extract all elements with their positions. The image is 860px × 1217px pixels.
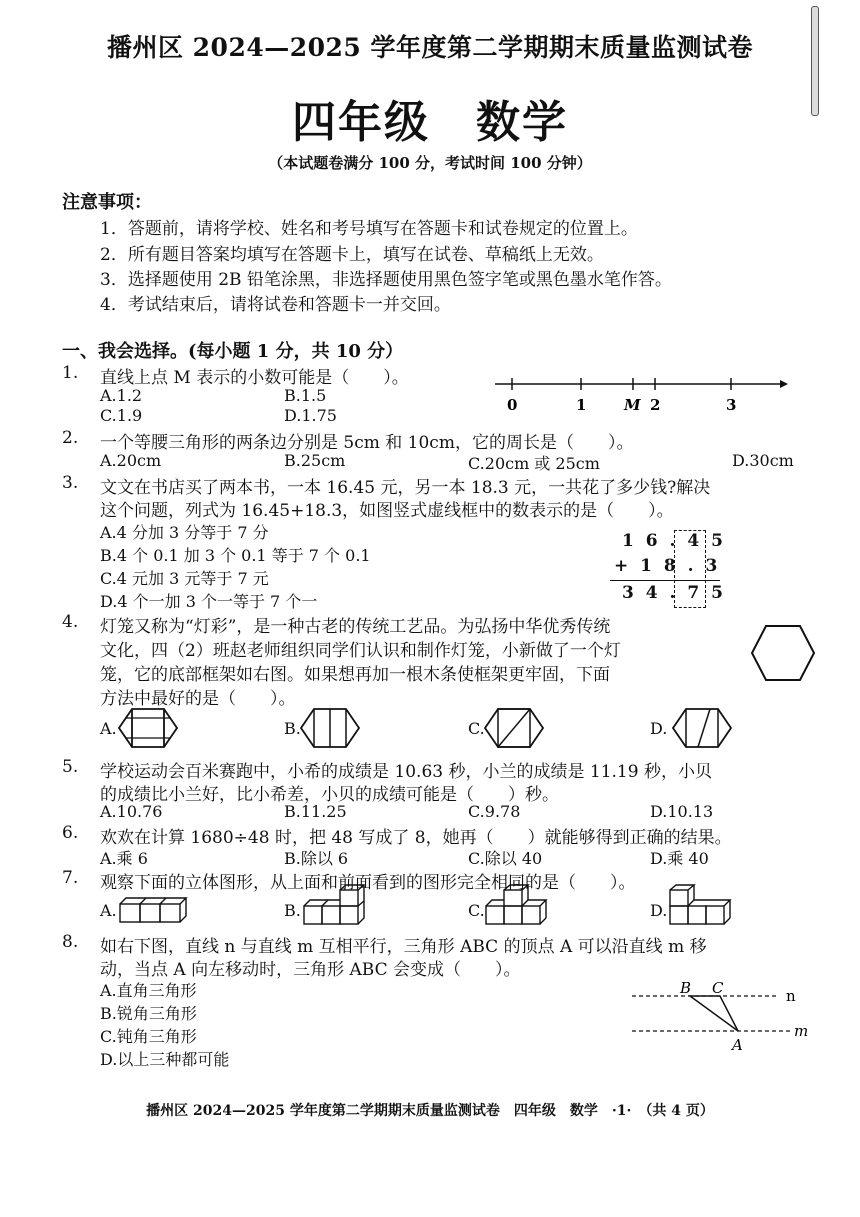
question-text: 灯笼又称为“灯彩”，是一种古老的传统工艺品。为弘扬中华优秀传统 [100,617,611,637]
question-text: 学校运动会百米赛跑中，小希的成绩是 10.63 秒，小兰的成绩是 11.19 秒，小贝 [100,762,712,782]
line-n-label: n [786,987,796,1005]
option: C. [468,901,485,920]
lantern-frame-figure [748,622,818,684]
option: B. [284,719,301,738]
question-text: 如右下图，直线 n 与直线 m 互相平行，三角形 ABC 的顶点 A 可以沿直线 m 移 [100,937,707,957]
option: A.4 分加 3 分等于 7 分 [100,523,269,542]
question-number: 5. [62,757,79,777]
parallel-lines-figure [630,978,810,1056]
option: D.4 个一加 3 个一等于 7 个一 [100,592,318,611]
option: B.除以 6 [284,849,349,868]
question-number: 7. [62,868,79,888]
option: C.1.9 [100,406,143,425]
section-heading: 一、我会选择。(每小题 1 分，共 10 分） [62,341,404,362]
option: C.9.78 [468,802,521,821]
option: D.30cm [732,451,794,470]
question-text: 笼，它的底部框架如右图。如果想再加一根木条使框架更牢固，下面 [100,665,610,685]
question-text: 一个等腰三角形的两条边分别是 5cm 和 10cm，它的周长是（ ）。 [100,433,634,453]
option: B.锐角三角形 [100,1004,197,1023]
point-b-label: B [680,979,692,997]
line-m-label: m [794,1022,809,1040]
option-b-cubes [302,884,368,928]
option: A.10.76 [100,802,163,821]
question-number: 6. [62,823,79,843]
option: D.乘 40 [650,849,709,868]
option-d-cubes [668,884,734,928]
notice-item: 3．选择题使用 2B 铅笔涂黑，非选择题使用黑色签字笔或黑色墨水笔作答。 [100,270,672,290]
addend-row: + 1 8 . 3 [614,556,721,576]
sum-line [610,580,720,581]
option: A. [100,901,117,920]
option: C.4 元加 3 元等于 7 元 [100,569,269,588]
option: D.以上三种都可能 [100,1050,230,1069]
option: C. [468,719,485,738]
option-a-cubes [118,892,188,926]
exam-title: 播州区 2024—2025 学年度第二学期期末质量监测试卷 [106,33,754,62]
tick-label: 0 [507,396,518,414]
option: B.4 个 0.1 加 3 个 0.1 等于 7 个 0.1 [100,546,371,565]
sum-row: 3 4 . 7 5 [622,583,726,603]
notice-item: 1．答题前，请将学校、姓名和考号填写在答题卡和试卷规定的位置上。 [100,219,638,239]
option: A. [100,719,117,738]
option: D. [650,901,668,920]
question-text: 观察下面的立体图形，从上面和前面看到的图形完全相同的是（ ）。 [100,873,636,893]
question-text: 方法中最好的是（ ）。 [100,689,296,709]
option: A.20cm [100,451,162,470]
option-c-cubes [484,884,550,928]
page-footer: 播州区 2024—2025 学年度第二学期期末质量监测试卷 四年级 数学 ·1· （共 4 页） [146,1103,714,1119]
option: A.乘 6 [100,849,148,868]
question-text: 文文在书店买了两本书，一本 16.45 元，另一本 18.3 元，一共花了多少钱?解决 [100,478,711,498]
question-number: 2. [62,428,79,448]
option: B.25cm [284,451,346,470]
tick-label: 2 [650,396,661,414]
option: B.11.25 [284,802,347,821]
notice-item: 4．考试结束后，请将试卷和答题卡一并交回。 [100,295,451,315]
question-text: 直线上点 M 表示的小数可能是（ ）。 [100,368,409,388]
question-number: 3. [62,473,79,493]
question-text: 动，当点 A 向左移动时，三角形 ABC 会变成（ ）。 [100,960,521,980]
vertical-addition [610,528,725,610]
option-b-figure [298,706,362,750]
number-line [490,372,790,422]
tick-label: 3 [726,396,737,414]
option: C.20cm 或 25cm [468,454,600,473]
point-a-label: A [732,1036,743,1054]
option: A.1.2 [100,386,143,405]
option: C.钝角三角形 [100,1027,197,1046]
question-text: 这个问题，列式为 16.45+18.3，如图竖式虚线框中的数表示的是（ ）。 [100,501,674,521]
addend-row: 1 6 . 4 5 [622,531,726,551]
option: D.1.75 [284,406,337,425]
question-number: 1. [62,363,79,383]
option-c-figure [482,706,546,750]
option: D. [650,719,668,738]
subject-title: 四年级 数学 [292,97,568,148]
option: D.10.13 [650,802,714,821]
option-a-figure [116,706,180,750]
option: C.除以 40 [468,849,543,868]
question-text: 的成绩比小兰好，比小希差，小贝的成绩可能是（ ）秒。 [100,785,559,805]
question-text: 文化，四（2）班赵老师组织同学们认识和制作灯笼，小新做了一个灯 [100,641,621,661]
point-c-label: C [712,979,724,997]
notice-item: 2．所有题目答案均填写在答题卡上，填写在试卷、草稿纸上无效。 [100,245,604,265]
question-number: 8. [62,932,79,952]
tick-label: 1 [576,396,587,414]
option-d-figure [670,706,734,750]
question-number: 4. [62,612,79,632]
option: B.1.5 [284,386,327,405]
option: A.直角三角形 [100,981,197,1000]
notice-heading: 注意事项： [62,192,152,213]
question-text: 欢欢在计算 1680÷48 时，把 48 写成了 8，她再（ ）就能够得到正确的结果。 [100,828,732,848]
option: B. [284,901,301,920]
point-m-label: M [624,396,641,414]
exam-meta: （本试题卷满分 100 分，考试时间 100 分钟） [268,154,592,172]
